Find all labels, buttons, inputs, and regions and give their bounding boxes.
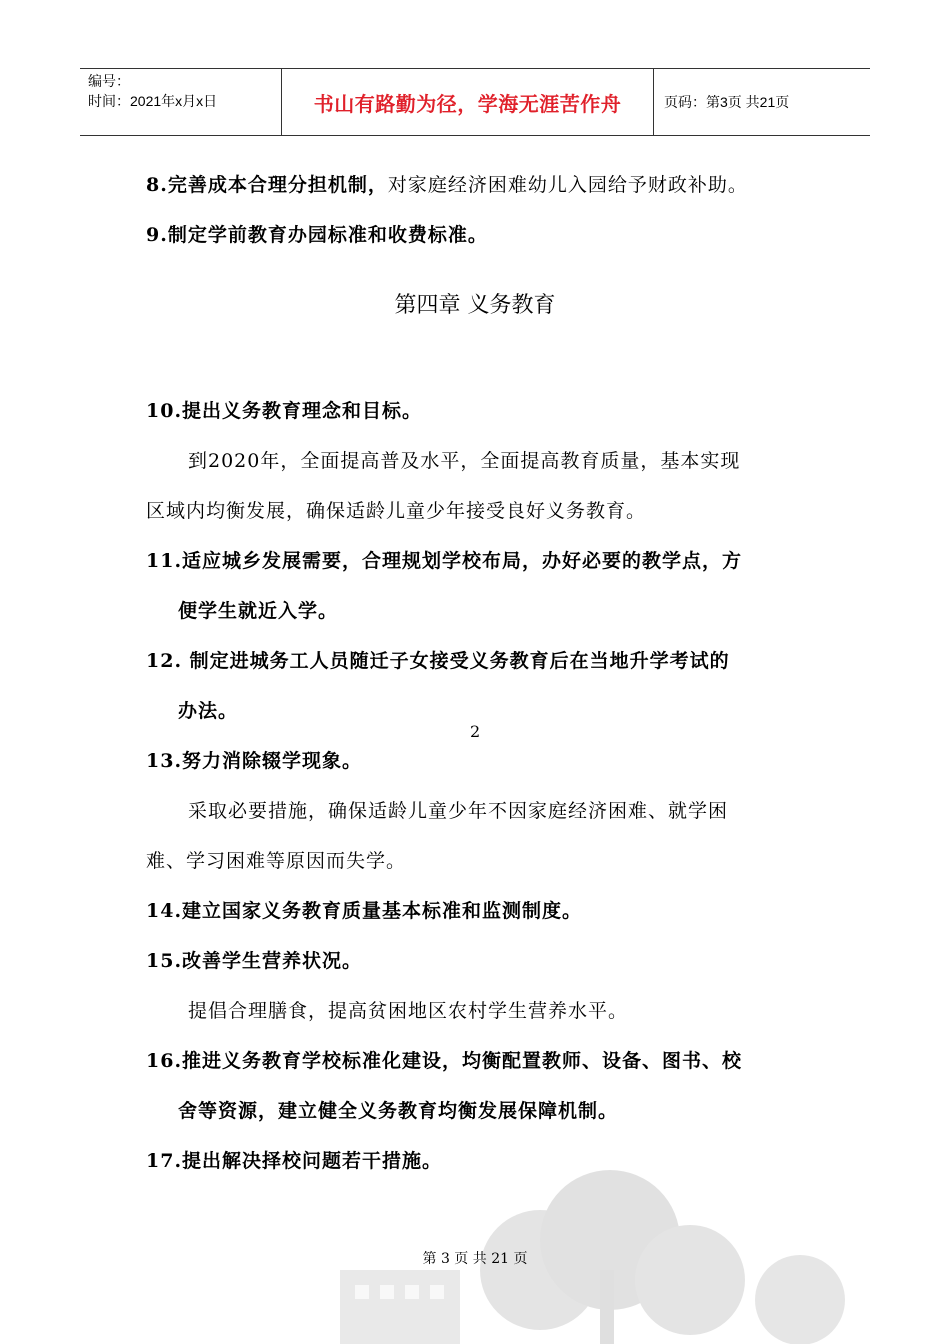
- background-watermark-image: [280, 1150, 950, 1344]
- number-label: 编号：: [88, 73, 130, 89]
- chapter-title: 第四章 义务教育: [394, 293, 556, 318]
- item-17: 17.提出解决择校问题若干措施。: [146, 1150, 443, 1172]
- item-13-text-line2: 难、学习困难等原因而失学。: [146, 850, 407, 872]
- page-footer: 第 3 页 共 21 页: [422, 1251, 528, 1267]
- item-9: 9.制定学前教育办园标准和收费标准。: [146, 224, 488, 246]
- item-10: 10.提出义务教育理念和目标。: [146, 400, 423, 422]
- header-motto: 书山有路勤为径，学海无涯苦作舟: [282, 69, 654, 135]
- item-16-line1: 16.推进义务教育学校标准化建设，均衡配置教师、设备、图书、校: [146, 1050, 743, 1072]
- header-page-info: 页码：第3页 共21页: [664, 94, 790, 110]
- header-table: [80, 68, 870, 136]
- item-16-line2: 舍等资源，建立健全义务教育均衡发展保障机制。: [178, 1100, 619, 1122]
- item-13-text-line1: 采取必要措施，确保适龄儿童少年不因家庭经济困难、就学困: [188, 800, 729, 822]
- item-14: 14.建立国家义务教育质量基本标准和监测制度。: [146, 900, 583, 922]
- item-8-heading: 8.完善成本合理分担机制，: [146, 174, 388, 196]
- item-11-line2: 便学生就近入学。: [178, 600, 339, 622]
- page-number: 2: [470, 722, 481, 741]
- item-10-text-line1: 到2020年，全面提高普及水平，全面提高教育质量，基本实现: [188, 450, 741, 472]
- item-13: 13.努力消除辍学现象。: [146, 750, 363, 772]
- item-10-text-line2: 区域内均衡发展，确保适龄儿童少年接受良好义务教育。: [146, 500, 647, 522]
- item-15: 15.改善学生营养状况。: [146, 950, 363, 972]
- item-8: [146, 170, 748, 197]
- time-label: 时间：2021年x月x日: [88, 93, 218, 109]
- item-12-line2: 办法。: [178, 700, 239, 722]
- item-12-line1: 12. 制定进城务工人员随迁子女接受义务教育后在当地升学考试的: [146, 650, 730, 672]
- item-8-text: 对家庭经济困难幼儿入园给予财政补助。: [387, 174, 748, 196]
- header-meta: [80, 69, 282, 135]
- item-11-line1: 11.适应城乡发展需要，合理规划学校布局，办好必要的教学点，方: [146, 550, 743, 572]
- item-15-text: 提倡合理膳食，提高贫困地区农村学生营养水平。: [188, 1000, 629, 1022]
